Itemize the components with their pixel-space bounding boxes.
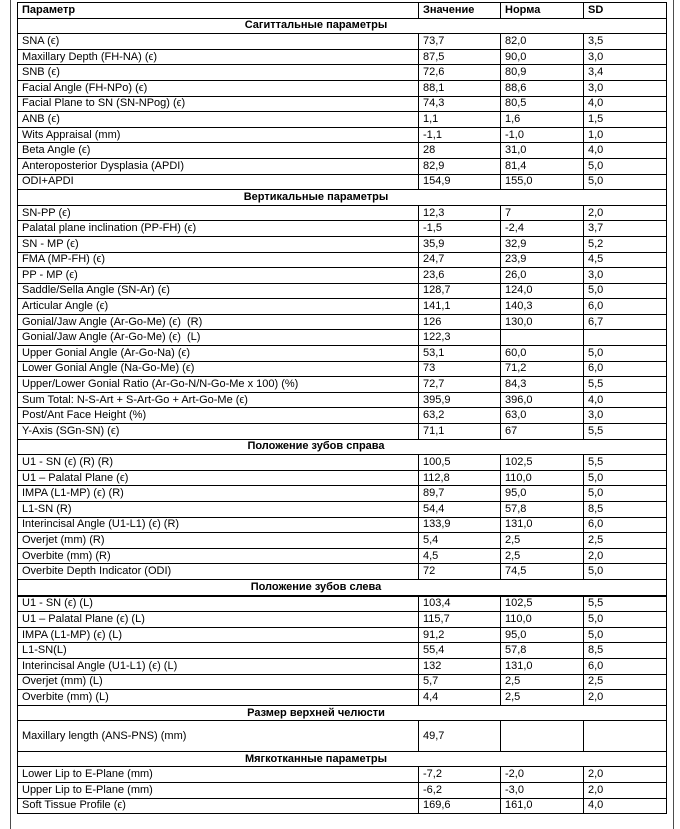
- norm-cell: 102,5: [501, 455, 584, 471]
- value-cell: 154,9: [419, 174, 501, 190]
- norm-cell: 95,0: [501, 486, 584, 502]
- sd-cell: 5,5: [584, 377, 667, 393]
- norm-cell: 124,0: [501, 283, 584, 299]
- norm-cell: 95,0: [501, 627, 584, 643]
- table-row: [18, 798, 667, 814]
- section-title: Вертикальные параметры: [18, 190, 667, 206]
- value-cell: 71,1: [419, 424, 501, 440]
- parameter-cell: U1 – Palatal Plane (ϵ) (L): [18, 612, 419, 628]
- value-cell: 103,4: [419, 596, 501, 612]
- value-cell: 24,7: [419, 252, 501, 268]
- value-cell: 63,2: [419, 408, 501, 424]
- value-cell: 73,7: [419, 34, 501, 50]
- section-title: Сагиттальные параметры: [18, 18, 667, 34]
- sd-cell: 3,4: [584, 65, 667, 81]
- sd-cell: 6,0: [584, 517, 667, 533]
- table-row: [18, 80, 667, 96]
- norm-cell: 84,3: [501, 377, 584, 393]
- parameter-cell: ANB (ϵ): [18, 112, 419, 128]
- value-cell: 91,2: [419, 627, 501, 643]
- norm-cell: 102,5: [501, 596, 584, 612]
- parameter-cell: Maxillary Depth (FH-NA) (ϵ): [18, 49, 419, 65]
- value-cell: 133,9: [419, 517, 501, 533]
- table-row: [18, 596, 667, 612]
- value-cell: 115,7: [419, 612, 501, 628]
- table-row: [18, 517, 667, 533]
- sd-cell: 8,5: [584, 643, 667, 659]
- norm-cell: 155,0: [501, 174, 584, 190]
- sd-cell: 6,7: [584, 314, 667, 330]
- value-cell: 89,7: [419, 486, 501, 502]
- parameter-cell: U1 – Palatal Plane (ϵ): [18, 470, 419, 486]
- sd-cell: 4,0: [584, 392, 667, 408]
- table-row: [18, 174, 667, 190]
- sd-cell: 2,0: [584, 205, 667, 221]
- sd-cell: 5,5: [584, 424, 667, 440]
- table-row: [18, 96, 667, 112]
- sd-cell: 5,0: [584, 486, 667, 502]
- parameter-cell: Anteroposterior Dysplasia (APDI): [18, 158, 419, 174]
- norm-cell: 2,5: [501, 690, 584, 706]
- table-row: [18, 34, 667, 50]
- sd-cell: 5,0: [584, 346, 667, 362]
- parameter-cell: FMA (MP-FH) (ϵ): [18, 252, 419, 268]
- sd-cell: [584, 721, 667, 752]
- sd-cell: 4,0: [584, 798, 667, 814]
- table-row: [18, 346, 667, 362]
- sd-cell: 3,0: [584, 80, 667, 96]
- parameter-cell: SNB (ϵ): [18, 65, 419, 81]
- table-row: [18, 455, 667, 471]
- section-title: Положение зубов справа: [18, 439, 667, 455]
- norm-cell: 23,9: [501, 252, 584, 268]
- norm-cell: 2,5: [501, 533, 584, 549]
- value-cell: 128,7: [419, 283, 501, 299]
- table-row: [18, 643, 667, 659]
- norm-cell: 32,9: [501, 236, 584, 252]
- norm-cell: 67: [501, 424, 584, 440]
- parameter-cell: Beta Angle (ϵ): [18, 143, 419, 159]
- sd-cell: 5,5: [584, 596, 667, 612]
- parameter-cell: Overbite (mm) (L): [18, 690, 419, 706]
- norm-cell: 80,5: [501, 96, 584, 112]
- table-row: [18, 236, 667, 252]
- table-row: [18, 564, 667, 580]
- norm-cell: 2,5: [501, 674, 584, 690]
- cephalometric-parameters-table: [17, 2, 667, 814]
- norm-cell: 63,0: [501, 408, 584, 424]
- value-cell: 23,6: [419, 268, 501, 284]
- parameter-cell: SN-PP (ϵ): [18, 205, 419, 221]
- sd-cell: 2,0: [584, 690, 667, 706]
- parameter-cell: Soft Tissue Profile (ϵ): [18, 798, 419, 814]
- norm-cell: [501, 721, 584, 752]
- value-cell: 141,1: [419, 299, 501, 315]
- norm-cell: -1,0: [501, 127, 584, 143]
- sd-cell: 6,0: [584, 299, 667, 315]
- parameter-cell: Y-Axis (SGn-SN) (ϵ): [18, 424, 419, 440]
- norm-cell: 88,6: [501, 80, 584, 96]
- parameter-cell: Interincisal Angle (U1-L1) (ϵ) (L): [18, 658, 419, 674]
- parameter-cell: Upper/Lower Gonial Ratio (Ar-Go-N/N-Go-Me x 100) (%): [18, 377, 419, 393]
- parameter-cell: Facial Angle (FH-NPo) (ϵ): [18, 80, 419, 96]
- parameter-cell: Wits Appraisal (mm): [18, 127, 419, 143]
- parameter-cell: U1 - SN (ϵ) (L): [18, 596, 419, 612]
- table-row: [18, 767, 667, 783]
- norm-cell: 80,9: [501, 65, 584, 81]
- value-cell: 132: [419, 658, 501, 674]
- value-cell: 12,3: [419, 205, 501, 221]
- table-row: [18, 127, 667, 143]
- sd-cell: 5,0: [584, 174, 667, 190]
- table-row: [18, 361, 667, 377]
- table-row: [18, 658, 667, 674]
- sd-cell: 5,0: [584, 158, 667, 174]
- norm-cell: 82,0: [501, 34, 584, 50]
- table-row: [18, 502, 667, 518]
- section-header-row: [18, 751, 667, 767]
- sd-cell: 2,0: [584, 548, 667, 564]
- norm-cell: 131,0: [501, 658, 584, 674]
- sd-cell: 4,5: [584, 252, 667, 268]
- sd-cell: [584, 330, 667, 346]
- parameter-cell: Upper Lip to E-Plane (mm): [18, 783, 419, 799]
- sd-cell: 5,2: [584, 236, 667, 252]
- table-row: [18, 424, 667, 440]
- section-header-row: [18, 579, 667, 595]
- column-header-parameter: Параметр: [18, 3, 419, 19]
- table-row: [18, 112, 667, 128]
- norm-cell: 130,0: [501, 314, 584, 330]
- table-row: [18, 612, 667, 628]
- norm-cell: 2,5: [501, 548, 584, 564]
- table-row: [18, 533, 667, 549]
- parameter-cell: IMPA (L1-MP) (ϵ) (L): [18, 627, 419, 643]
- value-cell: 88,1: [419, 80, 501, 96]
- parameter-cell: Post/Ant Face Height (%): [18, 408, 419, 424]
- table-row: [18, 690, 667, 706]
- sd-cell: 5,0: [584, 283, 667, 299]
- norm-cell: 1,6: [501, 112, 584, 128]
- value-cell: 35,9: [419, 236, 501, 252]
- section-header-row: [18, 439, 667, 455]
- table-row: [18, 65, 667, 81]
- value-cell: 49,7: [419, 721, 501, 752]
- value-cell: 100,5: [419, 455, 501, 471]
- norm-cell: 396,0: [501, 392, 584, 408]
- value-cell: 73: [419, 361, 501, 377]
- column-header-sd: SD: [584, 3, 667, 19]
- norm-cell: 26,0: [501, 268, 584, 284]
- table-row: [18, 674, 667, 690]
- norm-cell: 31,0: [501, 143, 584, 159]
- value-cell: 28: [419, 143, 501, 159]
- parameter-cell: SN - MP (ϵ): [18, 236, 419, 252]
- norm-cell: -2,4: [501, 221, 584, 237]
- value-cell: 72,7: [419, 377, 501, 393]
- value-cell: 72,6: [419, 65, 501, 81]
- sd-cell: 5,5: [584, 455, 667, 471]
- parameter-cell: ODI+APDI: [18, 174, 419, 190]
- table-row: [18, 143, 667, 159]
- table-row: [18, 392, 667, 408]
- section-header-row: [18, 18, 667, 34]
- parameter-cell: Sum Total: N-S-Art + S-Art-Go + Art-Go-Me (ϵ): [18, 392, 419, 408]
- parameter-cell: Saddle/Sella Angle (SN-Ar) (ϵ): [18, 283, 419, 299]
- value-cell: 395,9: [419, 392, 501, 408]
- table-row: [18, 721, 667, 752]
- sd-cell: 5,0: [584, 470, 667, 486]
- table-body: [18, 18, 667, 814]
- sd-cell: 4,0: [584, 143, 667, 159]
- parameter-cell: Facial Plane to SN (SN-NPog) (ϵ): [18, 96, 419, 112]
- norm-cell: -2,0: [501, 767, 584, 783]
- value-cell: 4,4: [419, 690, 501, 706]
- parameter-cell: Overbite Depth Indicator (ODI): [18, 564, 419, 580]
- parameter-cell: Overjet (mm) (L): [18, 674, 419, 690]
- norm-cell: 110,0: [501, 612, 584, 628]
- table-row: [18, 221, 667, 237]
- table-row: [18, 783, 667, 799]
- table-row: [18, 283, 667, 299]
- table-row: [18, 299, 667, 315]
- parameter-cell: Lower Gonial Angle (Na-Go-Me) (ϵ): [18, 361, 419, 377]
- parameter-cell: Palatal plane inclination (PP-FH) (ϵ): [18, 221, 419, 237]
- table-row: [18, 268, 667, 284]
- norm-cell: [501, 330, 584, 346]
- norm-cell: -3,0: [501, 783, 584, 799]
- value-cell: 5,7: [419, 674, 501, 690]
- sd-cell: 2,0: [584, 783, 667, 799]
- value-cell: 87,5: [419, 49, 501, 65]
- sd-cell: 2,5: [584, 533, 667, 549]
- parameter-cell: SNA (ϵ): [18, 34, 419, 50]
- norm-cell: 131,0: [501, 517, 584, 533]
- column-header-value: Значение: [419, 3, 501, 19]
- value-cell: -1,1: [419, 127, 501, 143]
- sd-cell: 6,0: [584, 658, 667, 674]
- sd-cell: 3,0: [584, 268, 667, 284]
- table-row: [18, 49, 667, 65]
- table-row: [18, 470, 667, 486]
- table-row: [18, 627, 667, 643]
- norm-cell: 140,3: [501, 299, 584, 315]
- value-cell: 126: [419, 314, 501, 330]
- parameter-cell: Maxillary length (ANS-PNS) (mm): [18, 721, 419, 752]
- sd-cell: 3,0: [584, 408, 667, 424]
- norm-cell: 74,5: [501, 564, 584, 580]
- sd-cell: 1,5: [584, 112, 667, 128]
- sd-cell: 8,5: [584, 502, 667, 518]
- column-header-norm: Норма: [501, 3, 584, 19]
- value-cell: 112,8: [419, 470, 501, 486]
- norm-cell: 60,0: [501, 346, 584, 362]
- sd-cell: 5,0: [584, 627, 667, 643]
- table-row: [18, 158, 667, 174]
- value-cell: 169,6: [419, 798, 501, 814]
- sd-cell: 1,0: [584, 127, 667, 143]
- parameter-cell: IMPA (L1-MP) (ϵ) (R): [18, 486, 419, 502]
- section-header-row: [18, 705, 667, 721]
- parameter-cell: L1-SN (R): [18, 502, 419, 518]
- sd-cell: 5,0: [584, 612, 667, 628]
- table-header-row: [18, 3, 667, 19]
- sd-cell: 3,0: [584, 49, 667, 65]
- sd-cell: 6,0: [584, 361, 667, 377]
- page-border-left: [10, 0, 11, 829]
- value-cell: 4,5: [419, 548, 501, 564]
- parameter-cell: Lower Lip to E-Plane (mm): [18, 767, 419, 783]
- value-cell: 53,1: [419, 346, 501, 362]
- section-title: Мягкотканные параметры: [18, 751, 667, 767]
- parameter-cell: Upper Gonial Angle (Ar-Go-Na) (ϵ): [18, 346, 419, 362]
- table-row: [18, 314, 667, 330]
- value-cell: 54,4: [419, 502, 501, 518]
- value-cell: 1,1: [419, 112, 501, 128]
- table-row: [18, 252, 667, 268]
- norm-cell: 90,0: [501, 49, 584, 65]
- sd-cell: 3,7: [584, 221, 667, 237]
- norm-cell: 71,2: [501, 361, 584, 377]
- table-row: [18, 330, 667, 346]
- parameter-cell: Gonial/Jaw Angle (Ar-Go-Me) (ϵ) (R): [18, 314, 419, 330]
- section-title: Размер верхней челюсти: [18, 705, 667, 721]
- table-row: [18, 408, 667, 424]
- value-cell: 55,4: [419, 643, 501, 659]
- table-row: [18, 205, 667, 221]
- sd-cell: 5,0: [584, 564, 667, 580]
- sd-cell: 2,0: [584, 767, 667, 783]
- norm-cell: 57,8: [501, 502, 584, 518]
- parameter-cell: PP - MP (ϵ): [18, 268, 419, 284]
- value-cell: -7,2: [419, 767, 501, 783]
- parameter-cell: U1 - SN (ϵ) (R) (R): [18, 455, 419, 471]
- norm-cell: 81,4: [501, 158, 584, 174]
- table-row: [18, 548, 667, 564]
- norm-cell: 161,0: [501, 798, 584, 814]
- table-row: [18, 377, 667, 393]
- value-cell: 74,3: [419, 96, 501, 112]
- sd-cell: 4,0: [584, 96, 667, 112]
- norm-cell: 7: [501, 205, 584, 221]
- sd-cell: 3,5: [584, 34, 667, 50]
- page-border-right: [673, 0, 674, 829]
- norm-cell: 110,0: [501, 470, 584, 486]
- section-header-row: [18, 190, 667, 206]
- section-title: Положение зубов слева: [18, 579, 667, 595]
- value-cell: 5,4: [419, 533, 501, 549]
- value-cell: 82,9: [419, 158, 501, 174]
- value-cell: 122,3: [419, 330, 501, 346]
- value-cell: -6,2: [419, 783, 501, 799]
- parameter-cell: Overjet (mm) (R): [18, 533, 419, 549]
- norm-cell: 57,8: [501, 643, 584, 659]
- parameter-cell: Overbite (mm) (R): [18, 548, 419, 564]
- sd-cell: 2,5: [584, 674, 667, 690]
- value-cell: -1,5: [419, 221, 501, 237]
- parameter-cell: L1-SN(L): [18, 643, 419, 659]
- value-cell: 72: [419, 564, 501, 580]
- parameter-cell: Articular Angle (ϵ): [18, 299, 419, 315]
- parameter-cell: Gonial/Jaw Angle (Ar-Go-Me) (ϵ) (L): [18, 330, 419, 346]
- parameter-cell: Interincisal Angle (U1-L1) (ϵ) (R): [18, 517, 419, 533]
- table-row: [18, 486, 667, 502]
